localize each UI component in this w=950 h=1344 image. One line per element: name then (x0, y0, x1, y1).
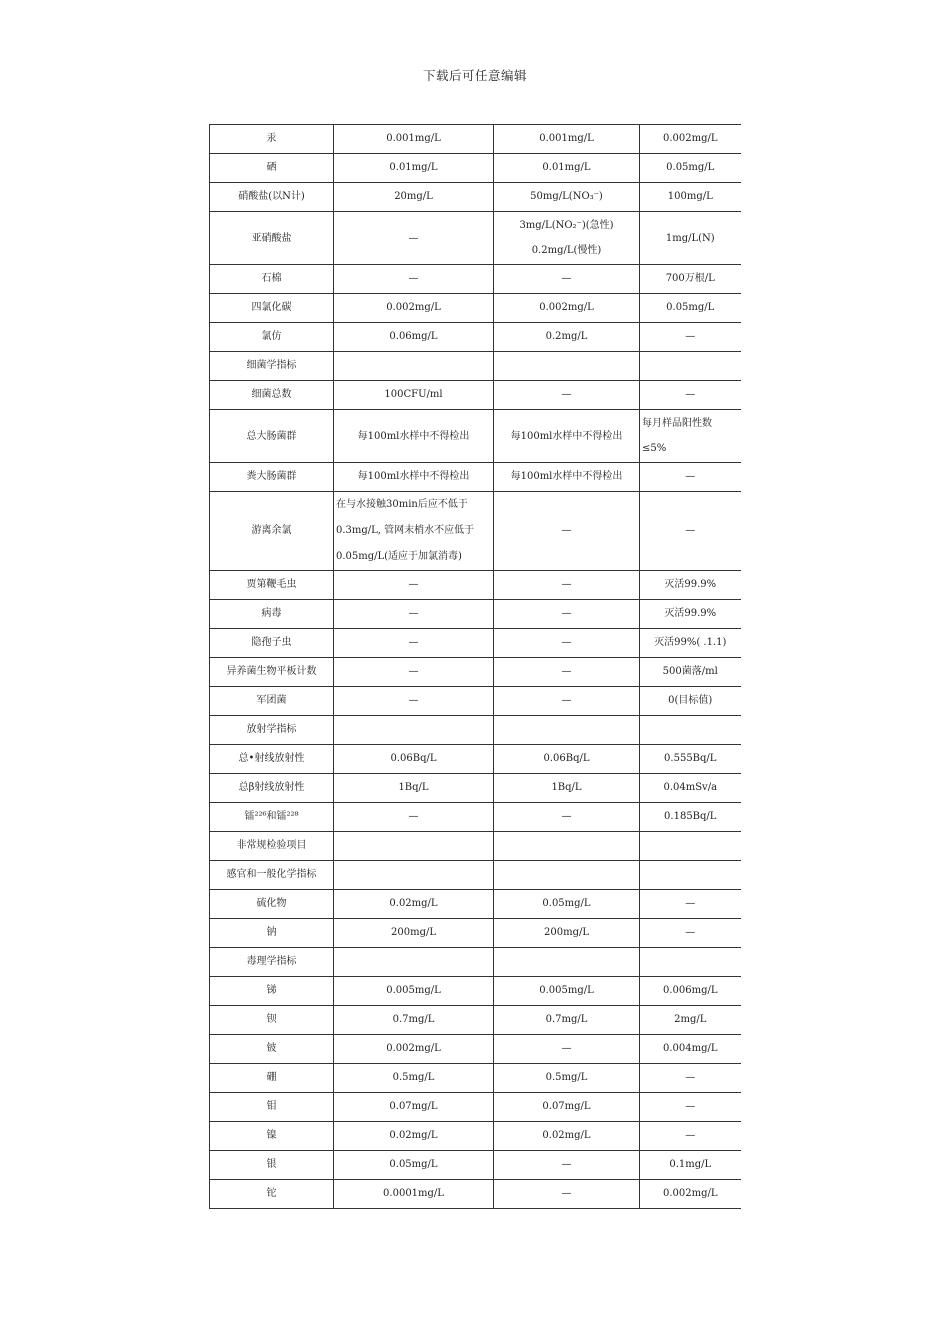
standard-value-cell: 0.02mg/L (494, 1122, 640, 1151)
standard-value-cell: 100CFU/ml (334, 381, 494, 410)
item-name-cell: 铍 (210, 1035, 334, 1064)
standard-value-cell: — (334, 212, 494, 265)
standard-value-cell: — (640, 1122, 741, 1151)
standard-value-cell: — (640, 463, 741, 492)
item-name-cell: 汞 (210, 125, 334, 154)
standard-value-cell: — (334, 629, 494, 658)
item-name-cell: 硫化物 (210, 890, 334, 919)
cell-text-line: 3mg/L(NO₂⁻)(急性) (519, 220, 614, 231)
item-name-cell: 钠 (210, 919, 334, 948)
table-row (210, 890, 741, 919)
standard-value-cell: 0.005mg/L (494, 977, 640, 1006)
standard-value-cell: — (494, 1151, 640, 1180)
item-name-cell: 毒理学指标 (210, 948, 334, 977)
standard-value-cell: 0.04mSv/a (640, 774, 741, 803)
standard-value-cell: — (494, 571, 640, 600)
item-name-cell: 粪大肠菌群 (210, 463, 334, 492)
standard-value-cell: — (640, 1064, 741, 1093)
standard-value-cell: 0.185Bq/L (640, 803, 741, 832)
standard-value-cell: 0.005mg/L (334, 977, 494, 1006)
standard-value-cell: 1mg/L(N) (640, 212, 741, 265)
standard-value-cell: 每100ml水样中不得检出 (334, 410, 494, 463)
standard-value-cell (334, 352, 494, 381)
standard-value-cell: — (640, 1093, 741, 1122)
standard-value-cell: — (334, 265, 494, 294)
table-row (210, 1151, 741, 1180)
table-row (210, 571, 741, 600)
standard-value-cell: 2mg/L (640, 1006, 741, 1035)
standard-value-cell: 0.05mg/L (640, 154, 741, 183)
standard-value-cell: 0.1mg/L (640, 1151, 741, 1180)
standard-value-cell: — (494, 803, 640, 832)
standard-value-cell (334, 861, 494, 890)
standard-value-cell: 每100ml水样中不得检出 (494, 463, 640, 492)
standard-value-cell: 0.05mg/L (494, 890, 640, 919)
table-row (210, 1180, 741, 1209)
standard-value-cell: 每100ml水样中不得检出 (334, 463, 494, 492)
item-name-cell: 细菌总数 (210, 381, 334, 410)
item-name-cell: 氯仿 (210, 323, 334, 352)
cell-text-line: ≤5% (642, 443, 667, 454)
cell-text-line: 0.3mg/L, 管网末梢水不应低于 (336, 525, 475, 536)
standard-value-cell (494, 948, 640, 977)
table-row (210, 183, 741, 212)
table-row (210, 381, 741, 410)
standard-value-cell: — (334, 658, 494, 687)
standard-value-cell (640, 832, 741, 861)
table-row (210, 154, 741, 183)
item-name-cell: 贾第鞭毛虫 (210, 571, 334, 600)
standard-value-cell: 0(目标值) (640, 687, 741, 716)
standard-value-cell: — (334, 687, 494, 716)
item-name-cell: 硝酸盐(以N计) (210, 183, 334, 212)
item-name-cell: 军团菌 (210, 687, 334, 716)
standard-value-cell (334, 832, 494, 861)
standard-value-cell (640, 861, 741, 890)
table-row (210, 1064, 741, 1093)
standard-value-cell: 0.06Bq/L (334, 745, 494, 774)
table-row (210, 352, 741, 381)
item-name-cell: 游离余氯 (210, 492, 334, 571)
standard-value-cell: 0.0001mg/L (334, 1180, 494, 1209)
table-row (210, 125, 741, 154)
water-quality-standards-table (209, 124, 741, 1209)
standard-value-cell: — (334, 600, 494, 629)
standard-value-cell: — (640, 919, 741, 948)
standard-value-cell: 700万根/L (640, 265, 741, 294)
table-body (210, 125, 741, 1209)
item-name-cell: 感官和一般化学指标 (210, 861, 334, 890)
table-row (210, 294, 741, 323)
standard-value-cell: — (494, 1035, 640, 1064)
table-row (210, 1122, 741, 1151)
standard-value-cell: 0.07mg/L (494, 1093, 640, 1122)
standard-value-cell: 0.555Bq/L (640, 745, 741, 774)
standard-value-cell: 0.7mg/L (494, 1006, 640, 1035)
standard-value-cell (334, 716, 494, 745)
standard-value-cell: 灭活99.9% (640, 600, 741, 629)
standard-value-cell: 500菌落/ml (640, 658, 741, 687)
standard-value-cell: 0.001mg/L (334, 125, 494, 154)
standard-value-cell: — (494, 492, 640, 571)
item-name-cell: 硼 (210, 1064, 334, 1093)
item-name-cell: 硒 (210, 154, 334, 183)
table-row (210, 745, 741, 774)
cell-text-line: 0.05mg/L(适应于加氯消毒) (336, 551, 462, 562)
standard-value-cell: 0.06mg/L (334, 323, 494, 352)
item-name-cell: 非常规检验项目 (210, 832, 334, 861)
cell-text-line: 每月样品阳性数 (642, 418, 712, 429)
item-name-cell: 铊 (210, 1180, 334, 1209)
table-row (210, 410, 741, 463)
table-row (210, 716, 741, 745)
standard-value-cell: 每100ml水样中不得检出 (494, 410, 640, 463)
table-row (210, 265, 741, 294)
standard-value-cell (640, 948, 741, 977)
standard-value-cell: 0.01mg/L (494, 154, 640, 183)
standard-value-cell (640, 352, 741, 381)
item-name-cell: 总β射线放射性 (210, 774, 334, 803)
standard-value-cell: 0.002mg/L (640, 125, 741, 154)
table-row (210, 600, 741, 629)
item-name-cell: 锑 (210, 977, 334, 1006)
table-row (210, 323, 741, 352)
standard-value-cell: 0.06Bq/L (494, 745, 640, 774)
standard-value-cell: — (640, 890, 741, 919)
standard-value-cell: — (494, 658, 640, 687)
standard-value-cell: 0.002mg/L (640, 1180, 741, 1209)
standard-value-cell: 灭活99.9% (640, 571, 741, 600)
table-row (210, 1035, 741, 1064)
item-name-cell: 总•射线放射性 (210, 745, 334, 774)
item-name-cell: 异养菌生物平板计数 (210, 658, 334, 687)
standard-value-cell: 200mg/L (494, 919, 640, 948)
table-row (210, 1006, 741, 1035)
page-header-note: 下载后可任意编辑 (422, 68, 527, 83)
table-row (210, 629, 741, 658)
standard-value-cell (494, 861, 640, 890)
standard-value-cell (640, 716, 741, 745)
item-name-cell: 细菌学指标 (210, 352, 334, 381)
table-row (210, 658, 741, 687)
standard-value-cell: 灭活99%( .1.1) (640, 629, 741, 658)
standard-value-cell: 0.01mg/L (334, 154, 494, 183)
standard-value-cell: 0.002mg/L (334, 294, 494, 323)
standard-value-cell: 0.07mg/L (334, 1093, 494, 1122)
standard-value-cell: — (494, 600, 640, 629)
standard-value-cell: — (494, 629, 640, 658)
standard-value-cell (334, 492, 494, 571)
standard-value-cell: 0.5mg/L (494, 1064, 640, 1093)
item-name-cell: 放射学指标 (210, 716, 334, 745)
standard-value-cell (334, 948, 494, 977)
table-row (210, 803, 741, 832)
item-name-cell: 病毒 (210, 600, 334, 629)
table-row (210, 977, 741, 1006)
table-row (210, 492, 741, 571)
table-row (210, 774, 741, 803)
item-name-cell: 四氯化碳 (210, 294, 334, 323)
item-name-cell: 隐孢子虫 (210, 629, 334, 658)
standard-value-cell: — (494, 265, 640, 294)
standard-value-cell: 0.05mg/L (334, 1151, 494, 1180)
table-row (210, 463, 741, 492)
standard-value-cell: — (640, 492, 741, 571)
standard-value-cell (494, 352, 640, 381)
standard-value-cell: 0.2mg/L (494, 323, 640, 352)
item-name-cell: 镭²²⁶和镭²²⁸ (210, 803, 334, 832)
item-name-cell: 银 (210, 1151, 334, 1180)
standard-value-cell: — (640, 381, 741, 410)
standard-value-cell: 0.001mg/L (494, 125, 640, 154)
cell-text-line: 在与水接触30min后应不低于 (336, 499, 468, 510)
table-row (210, 687, 741, 716)
item-name-cell: 石棉 (210, 265, 334, 294)
standard-value-cell: 50mg/L(NO₃⁻) (494, 183, 640, 212)
table-row (210, 919, 741, 948)
standard-value-cell: 0.002mg/L (334, 1035, 494, 1064)
standard-value-cell: 0.5mg/L (334, 1064, 494, 1093)
item-name-cell: 钼 (210, 1093, 334, 1122)
table-row (210, 212, 741, 265)
standard-value-cell: 1Bq/L (334, 774, 494, 803)
standard-value-cell: 0.02mg/L (334, 1122, 494, 1151)
standard-value-cell (494, 716, 640, 745)
table-row (210, 832, 741, 861)
standard-value-cell (494, 212, 640, 265)
standard-value-cell: 20mg/L (334, 183, 494, 212)
item-name-cell: 镍 (210, 1122, 334, 1151)
standard-value-cell: 1Bq/L (494, 774, 640, 803)
item-name-cell: 钡 (210, 1006, 334, 1035)
standard-value-cell: 100mg/L (640, 183, 741, 212)
standard-value-cell: 0.05mg/L (640, 294, 741, 323)
standard-value-cell: — (334, 571, 494, 600)
standard-value-cell (640, 410, 741, 463)
item-name-cell: 亚硝酸盐 (210, 212, 334, 265)
standard-value-cell: 200mg/L (334, 919, 494, 948)
cell-text-line: 0.2mg/L(慢性) (531, 245, 602, 256)
table-row (210, 948, 741, 977)
standard-value-cell: 0.004mg/L (640, 1035, 741, 1064)
standard-value-cell: 0.7mg/L (334, 1006, 494, 1035)
standard-value-cell: — (494, 687, 640, 716)
item-name-cell: 总大肠菌群 (210, 410, 334, 463)
standard-value-cell: — (494, 1180, 640, 1209)
standard-value-cell: 0.006mg/L (640, 977, 741, 1006)
standard-value-cell: — (494, 381, 640, 410)
standard-value-cell (494, 832, 640, 861)
table-row (210, 861, 741, 890)
standard-value-cell: — (640, 323, 741, 352)
standard-value-cell: 0.02mg/L (334, 890, 494, 919)
table-row (210, 1093, 741, 1122)
standard-value-cell: 0.002mg/L (494, 294, 640, 323)
standard-value-cell: — (334, 803, 494, 832)
